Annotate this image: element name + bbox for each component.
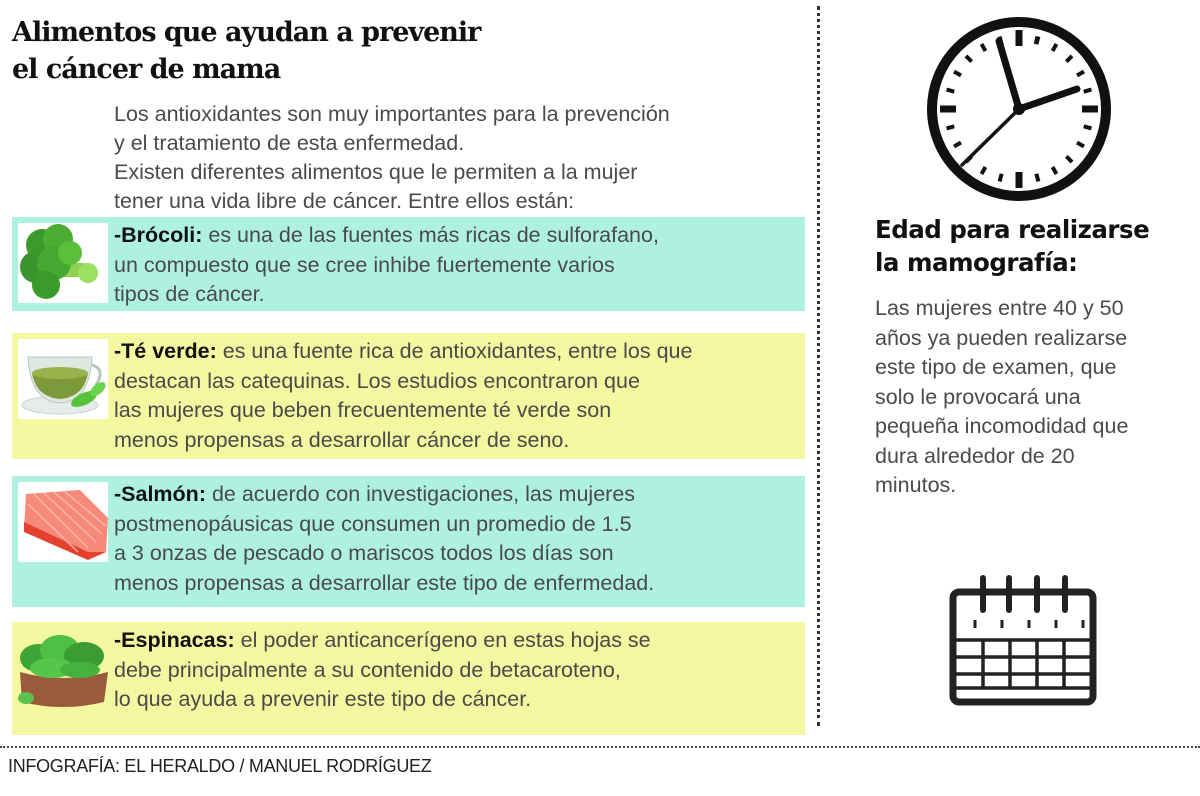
intro-line: y el tratamiento de esta enfermedad. (114, 131, 465, 155)
clock-icon (924, 15, 1114, 205)
intro-paragraph (114, 100, 804, 216)
salmon-image (18, 482, 108, 562)
mammography-heading: Edad para realizarse la mamografía: (875, 215, 1150, 277)
food-description: -Brócoli: es una de las fuentes más ricas de sulforafano, un compuesto que se cree inhibe fuertemente varios tipos de cáncer. (114, 223, 659, 306)
food-description: -Té verde: es una fuente rica de antioxidantes, entre los que destacan las catequinas. Los estudios encontraron que las mujeres que beben frecuentemente té verde son menos propensas a desarrollar cáncer de seno. (114, 339, 693, 452)
horizontal-divider (0, 746, 1200, 748)
food-name: -Té verde: (114, 339, 217, 363)
intro-line: tener una vida libre de cáncer. Entre ellos están: (114, 189, 575, 213)
title-line-2: el cáncer de mama (12, 54, 281, 85)
title-line-1: Alimentos que ayudan a prevenir (12, 17, 481, 48)
food-card-spinach (12, 622, 805, 735)
calendar-icon (945, 570, 1100, 710)
page-title (12, 14, 612, 88)
broccoli-image (18, 223, 108, 303)
food-card-broccoli (12, 217, 805, 311)
spinach-image (18, 628, 108, 708)
food-description: -Espinacas: el poder anticancerígeno en estas hojas se debe principalmente a su contenido de betacaroteno, lo que ayuda a prevenir este tipo de cáncer. (114, 628, 651, 711)
mammography-text: Las mujeres entre 40 y 50 años ya pueden realizarse este tipo de examen, que solo le provocará una pequeña incomodidad que dura alrededor de 20 minutos. (875, 296, 1129, 497)
intro-line: Existen diferentes alimentos que le permiten a la mujer (114, 160, 638, 184)
vertical-divider (817, 6, 820, 726)
food-name: -Salmón: (114, 482, 206, 506)
food-name: -Espinacas: (114, 628, 235, 652)
intro-line: Los antioxidantes son muy importantes para la prevención (114, 102, 670, 126)
food-description: -Salmón: de acuerdo con investigaciones, las mujeres postmenopáusicas que consumen un promedio de 1.5 a 3 onzas de pescado o mariscos todos los días son menos propensas a desarrollar este tipo de enfermedad. (114, 482, 655, 595)
food-card-green-tea (12, 333, 805, 459)
food-card-salmon (12, 476, 805, 607)
green-tea-image (18, 339, 108, 419)
food-name: -Brócoli: (114, 223, 203, 247)
credit-line: INFOGRAFÍA: EL HERALDO / MANUEL RODRÍGUEZ (8, 756, 432, 776)
